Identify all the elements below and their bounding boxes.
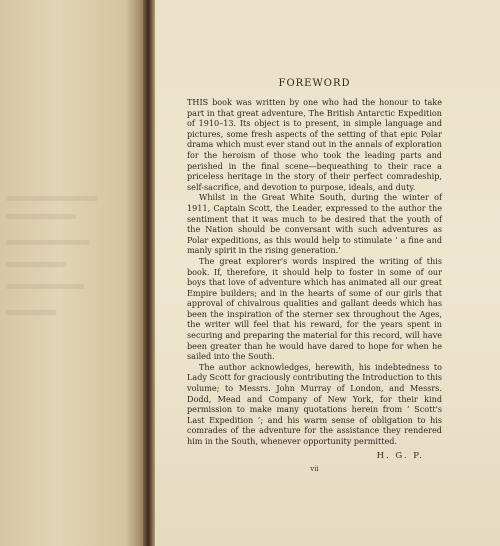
book-gutter xyxy=(143,0,155,546)
page-number: vii xyxy=(310,464,319,473)
show-through-text xyxy=(6,214,76,219)
paragraph-2: Whilst in the Great White South, during the winter of 1911, Captain Scott, the Leader, expressed to the author the sentiment that it was much to be desired that the youth of the Nation should be conversant with such adventures as Polar expeditions, as this would help to stimulate ‘ a fine and manly spirit in the rising generation.’ xyxy=(187,192,442,256)
show-through-text xyxy=(6,240,90,245)
show-through-text xyxy=(6,262,66,267)
page-title: FOREWORD xyxy=(278,78,351,89)
show-through-text xyxy=(6,310,56,315)
paragraph-1: THIS book was written by one who had the honour to take part in that great adventure, The British Antarctic Expedition of 1910–13. Its object is to present, in simple language and pictures, some fresh aspects of the setting of that epic Polar drama which must ever stand out in the annals of exploration for the heroism of those who took the leading parts and perished in the final scene—bequeathing to their race a priceless heritage in the story of their perfect comradeship, self-sacrifice, and devotion to purpose, ideals, and duty. xyxy=(187,97,442,192)
show-through-text xyxy=(6,284,84,289)
foreword-text xyxy=(187,78,442,473)
left-page xyxy=(0,0,148,546)
show-through-text xyxy=(6,196,98,201)
signature: H. G. P. xyxy=(376,450,424,461)
paragraph-4: The author acknowledges, herewith, his indebtedness to Lady Scott for graciously contributing the Introduction to this volume; to Messrs. John Murray of London, and Messrs. Dodd, Mead and Company of New York, for their kind permission to make many quotations herein from ‘ Scott's Last Expedition ’; and his warm sense of obligation to his comrades of the adventure for the assistance they rendered him in the South, whenever opportunity permitted. xyxy=(187,361,442,446)
paragraph-3: The great explorer's words inspired the writing of this book. If, therefore, it should help to foster in some of our boys that love of adventure which has animated all our great Empire builders; and in the hearts of some of our girls that approval of chivalrous qualities and gallant deeds which has been the inspiration of the sterner sex throughout the Ages, the writer will feel that his reward, for the years spent in securing and preparing the material for this record, will have been greater than he would have dared to hope for when he sailed into the South. xyxy=(187,255,442,362)
